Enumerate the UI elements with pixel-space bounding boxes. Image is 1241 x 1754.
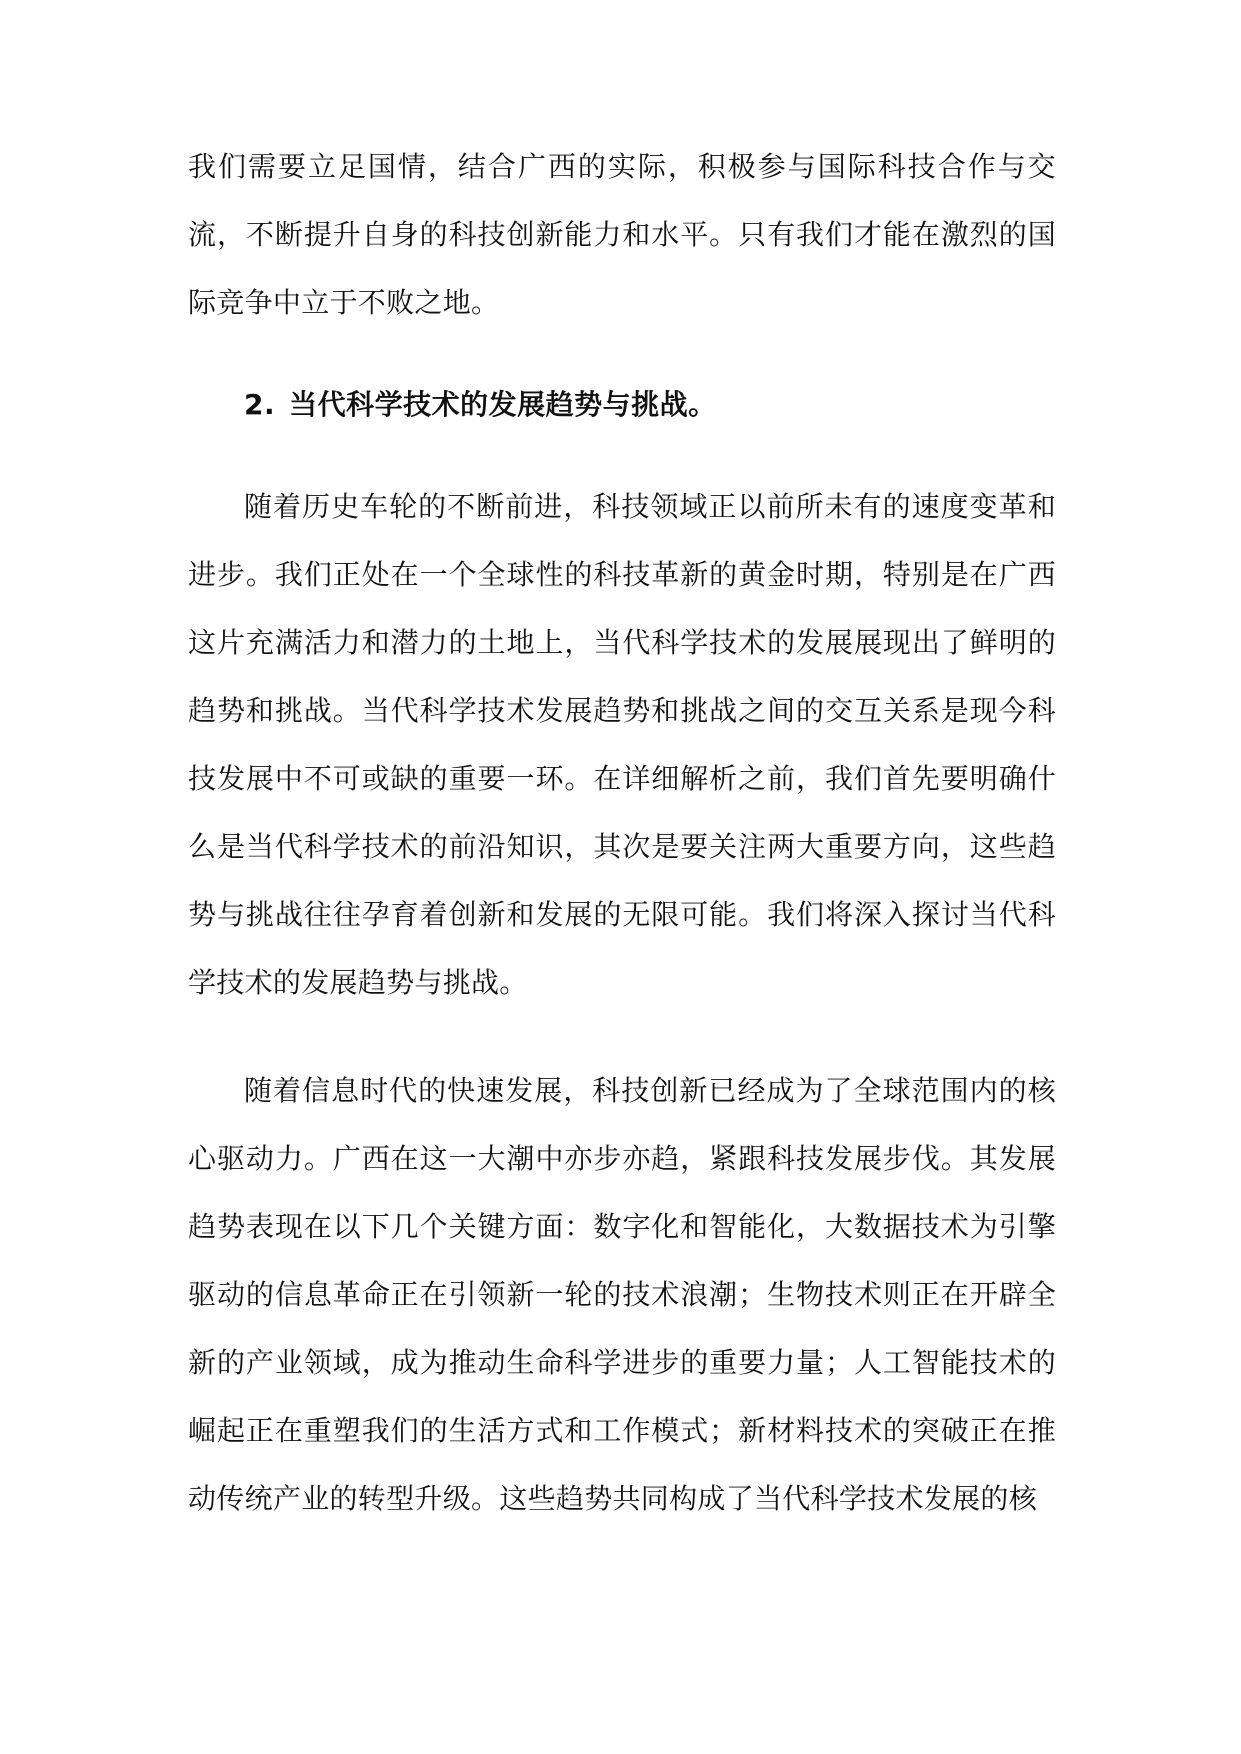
paragraph-intro: 我们需要立足国情，结合广西的实际，积极参与国际科技合作与交流，不断提升自身的科技创新能力和水平。只有我们才能在激烈的国际竞争中立于不败之地。 <box>188 150 1056 319</box>
section-number: 2. <box>244 388 276 421</box>
section-heading <box>244 371 717 439</box>
section-title: 当代科学技术的发展趋势与挑战。 <box>289 388 717 421</box>
paragraph-trends-intro: 随着历史车轮的不断前进，科技领域正以前所未有的速度变革和进步。我们正处在一个全球性的科技革新的黄金时期，特别是在广西这片充满活力和潜力的土地上，当代科学技术的发展展现出了鲜明的趋势和挑战。当代科学技术发展趋势和挑战之间的交互关系是现今科技发展中不可或缺的重要一环。在详细解析之前，我们首先要明确什么是当代科学技术的前沿知识，其次是要关注两大重要方向，这些趋势与挑战往往孕育着创新和发展的无限可能。我们将深入探讨当代科学技术的发展趋势与挑战。 <box>188 490 1056 999</box>
paragraph-trends-detail: 随着信息时代的快速发展，科技创新已经成为了全球范围内的核心驱动力。广西在这一大潮中亦步亦趋，紧跟科技发展步伐。其发展趋势表现在以下几个关键方面：数字化和智能化，大数据技术为引擎驱动的信息革命正在引领新一轮的技术浪潮；生物技术则正在开辟全新的产业领域，成为推动生命科学进步的重要力量；人工智能技术的崛起正在重塑我们的生活方式和工作模式；新材料技术的突破正在推动传统产业的转型升级。这些趋势共同构成了当代科学技术发展的核 <box>188 1074 1056 1515</box>
